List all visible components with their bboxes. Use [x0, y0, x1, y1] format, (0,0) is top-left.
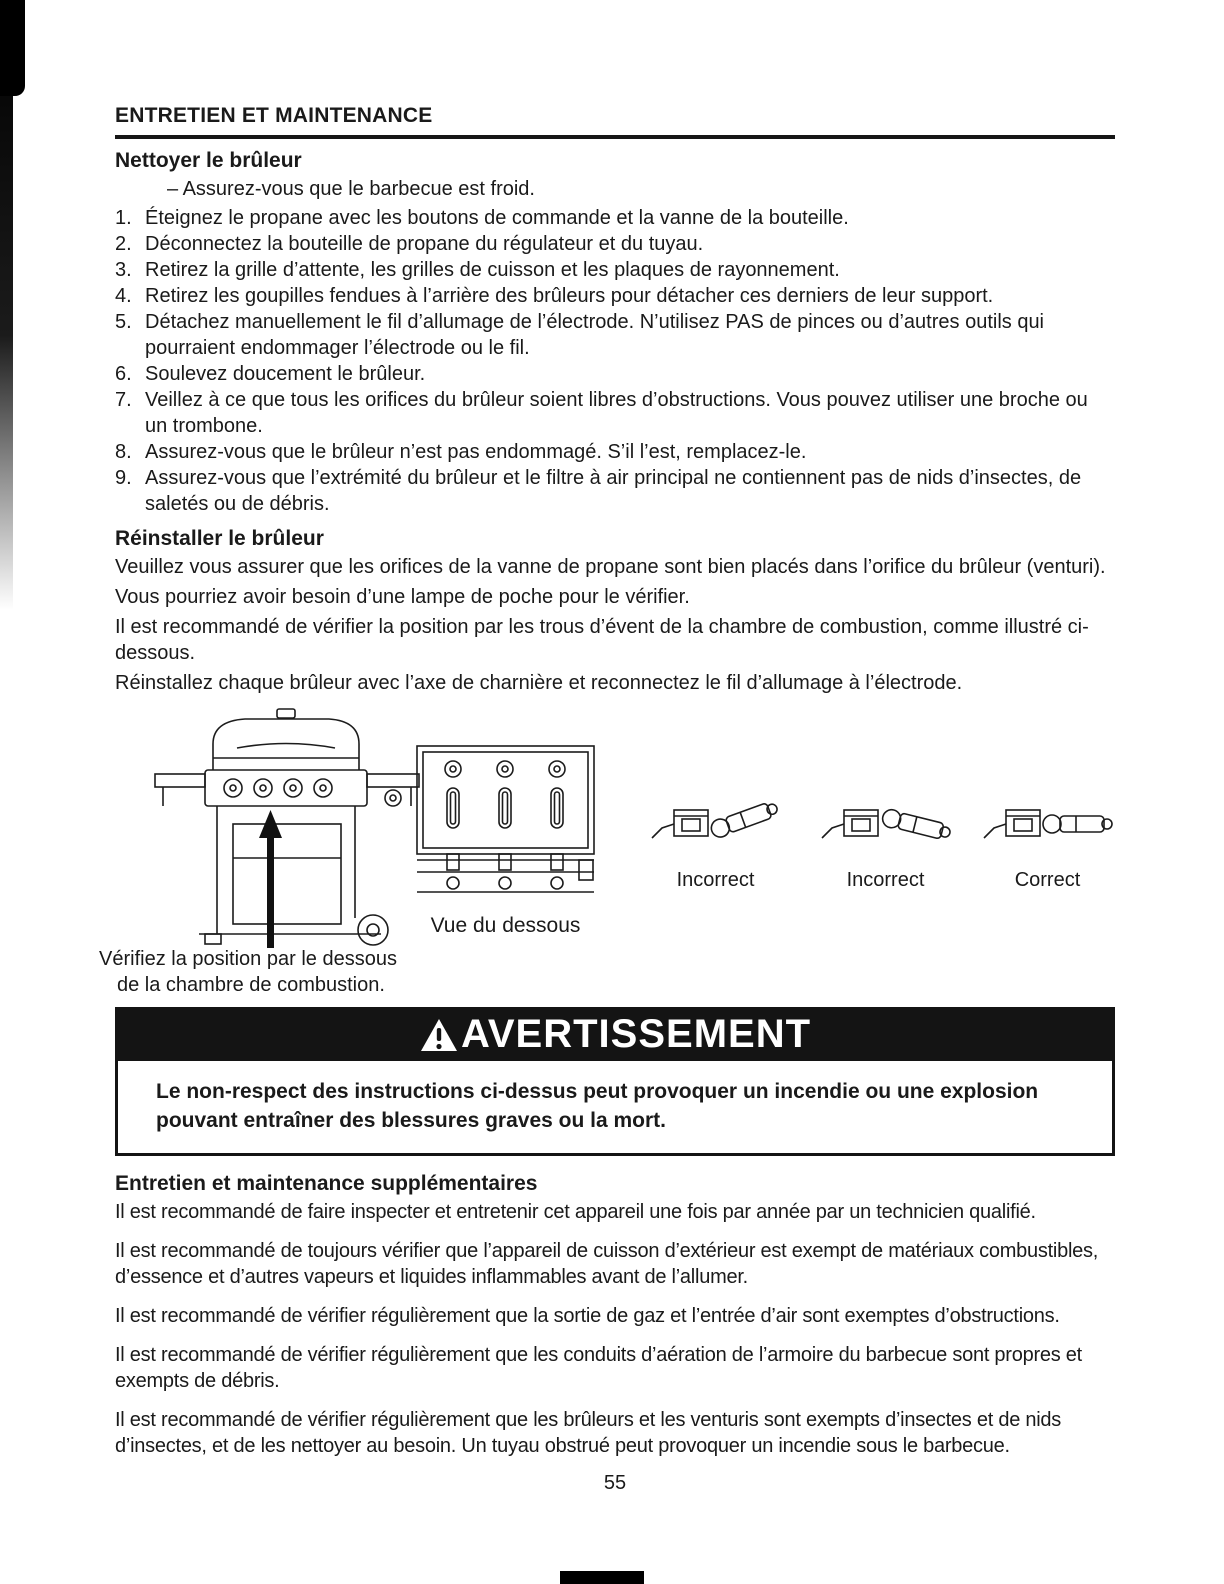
step-item [115, 361, 1115, 387]
grill-position-caption [99, 946, 397, 998]
warning-banner [118, 1010, 1112, 1061]
connector-figure-incorrect-1 [643, 786, 788, 892]
step-text: Veillez à ce que tous les orifices du brûleur soient libres d’obstructions. Vous pouvez utiliser une broche ou un trombone. [145, 389, 1088, 437]
section-title-clean-burner: Nettoyer le brûleur [115, 149, 302, 172]
bottom-view-caption: Vue du dessous [430, 914, 581, 937]
grill-illustration [153, 706, 423, 951]
connector-illustration [980, 786, 1115, 858]
step-item [115, 387, 1115, 439]
scan-artifact-bottom [560, 1571, 644, 1584]
warning-title: AVERTISSEMENT [460, 1012, 812, 1056]
connector-illustration [818, 786, 953, 858]
warning-icon [419, 1017, 459, 1053]
paragraph: Il est recommandé de vérifier régulièrement que la sortie de gaz et l’entrée d’air sont exemptes d’obstructions. [115, 1305, 1060, 1327]
step-item [115, 231, 1115, 257]
paragraph: Vous pourriez avoir besoin d’une lampe de poche pour le vérifier. [115, 586, 690, 608]
step-item [115, 439, 1115, 465]
warning-box [115, 1007, 1115, 1156]
page-content [99, 104, 1115, 1495]
step-text: Détachez manuellement le fil d’allumage de l’électrode. N’utilisez PAS de pinces ou d’autres outils qui pourraient endommager l’électrode ou le fil. [145, 311, 1045, 359]
page-title: ENTRETIEN ET MAINTENANCE [115, 104, 1115, 139]
step-number: 6. [115, 363, 132, 385]
warning-body: Le non-respect des instructions ci-dessus peut provoquer un incendie ou une explosion pouvant entraîner des blessures graves ou la mort. [156, 1080, 1039, 1132]
grill-caption-line2: de la chambre de combustion. [117, 974, 385, 996]
figure-area [99, 706, 1115, 1001]
bottom-view-illustration [413, 742, 598, 902]
paragraph: Réinstallez chaque brûleur avec l’axe de charnière et reconnectez le fil d’allumage à l’électrode. [115, 672, 963, 694]
step-text: Soulevez doucement le brûleur. [145, 363, 426, 385]
step-number: 1. [115, 207, 132, 229]
step-number: 2. [115, 233, 132, 255]
connector-label: Correct [1014, 869, 1081, 891]
step-item [115, 465, 1115, 517]
step-number: 5. [115, 311, 132, 333]
step-text: Assurez-vous que l’extrémité du brûleur et le filtre à air principal ne contiennent pas de nids d’insectes, de saletés ou de débris. [145, 467, 1082, 515]
paragraph: Il est recommandé de faire inspecter et entretenir cet appareil une fois par année par un technicien qualifié. [115, 1201, 1036, 1223]
reinstall-paragraphs [115, 554, 1115, 696]
step-number: 7. [115, 389, 132, 411]
paragraph: Il est recommandé de vérifier régulièrement que les brûleurs et les venturis sont exempts d’insectes et de nids d’insectes, et de les nettoyer au besoin. Un tuyau obstrué peut provoquer un incendie sous le barbecue. [115, 1409, 1062, 1457]
paragraph: Veuillez vous assurer que les orifices de la vanne de propane sont bien placés dans l’orifice du brûleur (venturi). [115, 556, 1106, 578]
step-number: 8. [115, 441, 132, 463]
grill-caption-line1: Vérifiez la position par le dessous [99, 948, 397, 970]
step-item [115, 205, 1115, 231]
step-item [115, 283, 1115, 309]
paragraph: Il est recommandé de vérifier la position par les trous d’évent de la chambre de combustion, comme illustré ci-dessous. [115, 616, 1089, 664]
additional-paragraphs [115, 1199, 1115, 1459]
connector-figure-incorrect-2 [813, 786, 958, 892]
section-title-additional: Entretien et maintenance supplémentaires [115, 1172, 538, 1195]
step-number: 3. [115, 259, 132, 281]
step-text: Assurez-vous que le brûleur n’est pas endommagé. S’il l’est, remplacez-le. [145, 441, 807, 463]
position-arrow-icon [259, 810, 282, 948]
step-item [115, 257, 1115, 283]
connector-figure-correct [975, 786, 1120, 892]
step-number: 9. [115, 467, 132, 489]
connector-label: Incorrect [676, 869, 755, 891]
step-text: Éteignez le propane avec les boutons de commande et la vanne de la bouteille. [145, 207, 849, 229]
connector-label: Incorrect [846, 869, 925, 891]
section-title-reinstall-burner: Réinstaller le brûleur [115, 527, 324, 550]
page-number: 55 [603, 1472, 627, 1494]
connector-illustration [648, 786, 783, 858]
clean-burner-intro: – Assurez-vous que le barbecue est froid. [167, 178, 535, 200]
step-item [115, 309, 1115, 361]
step-text: Déconnectez la bouteille de propane du régulateur et du tuyau. [145, 233, 704, 255]
step-text: Retirez les goupilles fendues à l’arrière des brûleurs pour détacher ces derniers de leur support. [145, 285, 994, 307]
step-text: Retirez la grille d’attente, les grilles de cuisson et les plaques de rayonnement. [145, 259, 840, 281]
clean-burner-steps [115, 205, 1115, 517]
paragraph: Il est recommandé de vérifier régulièrement que les conduits d’aération de l’armoire du barbecue sont propres et exempts de débris. [115, 1344, 1082, 1392]
step-number: 4. [115, 285, 132, 307]
paragraph: Il est recommandé de toujours vérifier que l’appareil de cuisson d’extérieur est exempt de matériaux combustibles, d’essence et d’autres vapeurs et liquides inflammables avant de l’allumer. [115, 1240, 1099, 1288]
scan-artifact-corner [0, 0, 25, 96]
